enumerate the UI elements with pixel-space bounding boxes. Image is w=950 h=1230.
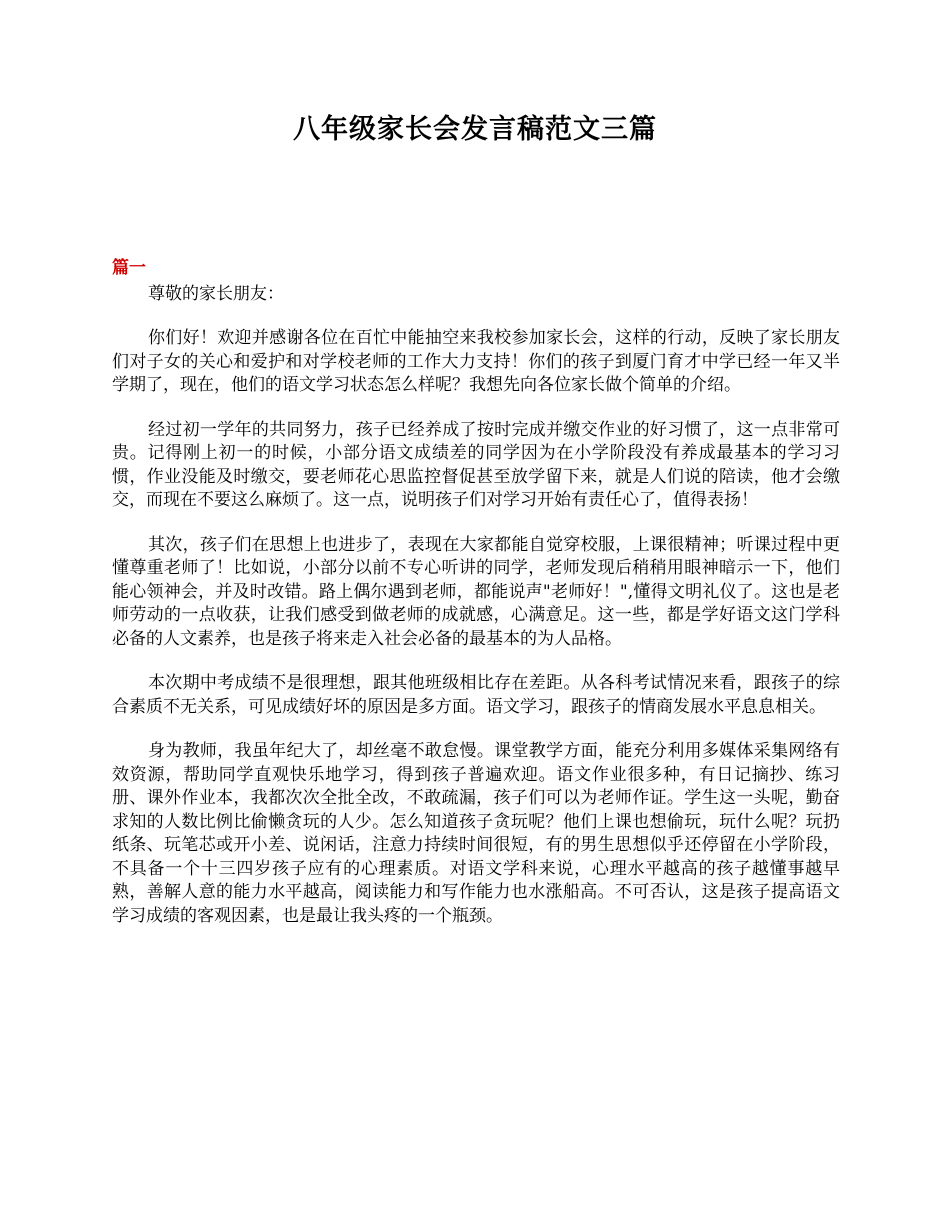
salutation: 尊敬的家长朋友： <box>148 284 284 304</box>
paragraph: 其次，孩子们在思想上也进步了，表现在大家都能自觉穿校服，上课很精神；听课过程中更懂尊重老师了！比如说，小部分以前不专心听讲的同学，老师发现后稍稍用眼神暗示一下，他们能心领神会，并及时改错。路上偶尔遇到老师，都能说声"老师好！",懂得文明礼仪了。这也是老师劳动的一点收获，让我们感受到做老师的成就感，心满意足。这一些，都是学好语文这门学科必备的人文素养，也是孩子将来走入社会必备的最基本的为人品格。 <box>112 534 840 649</box>
paragraph: 本次期中考成绩不是很理想，跟其他班级相比存在差距。从各科考试情况来看，跟孩子的综合素质不无关系，可见成绩好坏的原因是多方面。语文学习，跟孩子的情商发展水平息息相关。 <box>112 673 840 717</box>
section-heading: 篇一 <box>112 258 146 278</box>
section-body <box>112 282 840 928</box>
paragraph: 你们好！欢迎并感谢各位在百忙中能抽空来我校参加家长会，这样的行动，反映了家长朋友们对子女的关心和爱护和对学校老师的工作大力支持！你们的孩子到厦门育才中学已经一年又半学期了，现在，他们的语文学习状态怎么样呢？我想先向各位家长做个简单的介绍。 <box>112 328 840 395</box>
paragraph: 经过初一学年的共同努力，孩子已经养成了按时完成并缴交作业的好习惯了，这一点非常可贵。记得刚上初一的时候，小部分语文成绩差的同学因为在小学阶段没有养成最基本的学习习惯，作业没能及时缴交，要老师花心思监控督促甚至放学留下来，就是人们说的陪读，他才会缴交，而现在不要这么麻烦了。这一点，说明孩子们对学习开始有责任心了，值得表扬！ <box>112 419 840 510</box>
document-title: 八年级家长会发言稿范文三篇 <box>293 114 657 145</box>
paragraph: 身为教师，我虽年纪大了，却丝毫不敢怠慢。课堂教学方面，能充分利用多媒体采集网络有效资源，帮助同学直观快乐地学习，得到孩子普遍欢迎。语文作业很多种，有日记摘抄、练习册、课外作业本，我都次次全批全改，不敢疏漏，孩子们可以为老师作证。学生这一头呢，勤奋求知的人数比例比偷懒贪玩的人少。怎么知道孩子贪玩呢？他们上课也想偷玩，玩什么呢？玩扔纸条、玩笔芯或开小差、说闲话，注意力持续时间很短，有的男生思想似乎还停留在小学阶段，不具备一个十三四岁孩子应有的心理素质。对语文学科来说，心理水平越高的孩子越懂事越早熟，善解人意的能力水平越高，阅读能力和写作能力也水涨船高。不可否认，这是孩子提高语文学习成绩的客观因素，也是最让我头疼的一个瓶颈。 <box>112 741 840 926</box>
